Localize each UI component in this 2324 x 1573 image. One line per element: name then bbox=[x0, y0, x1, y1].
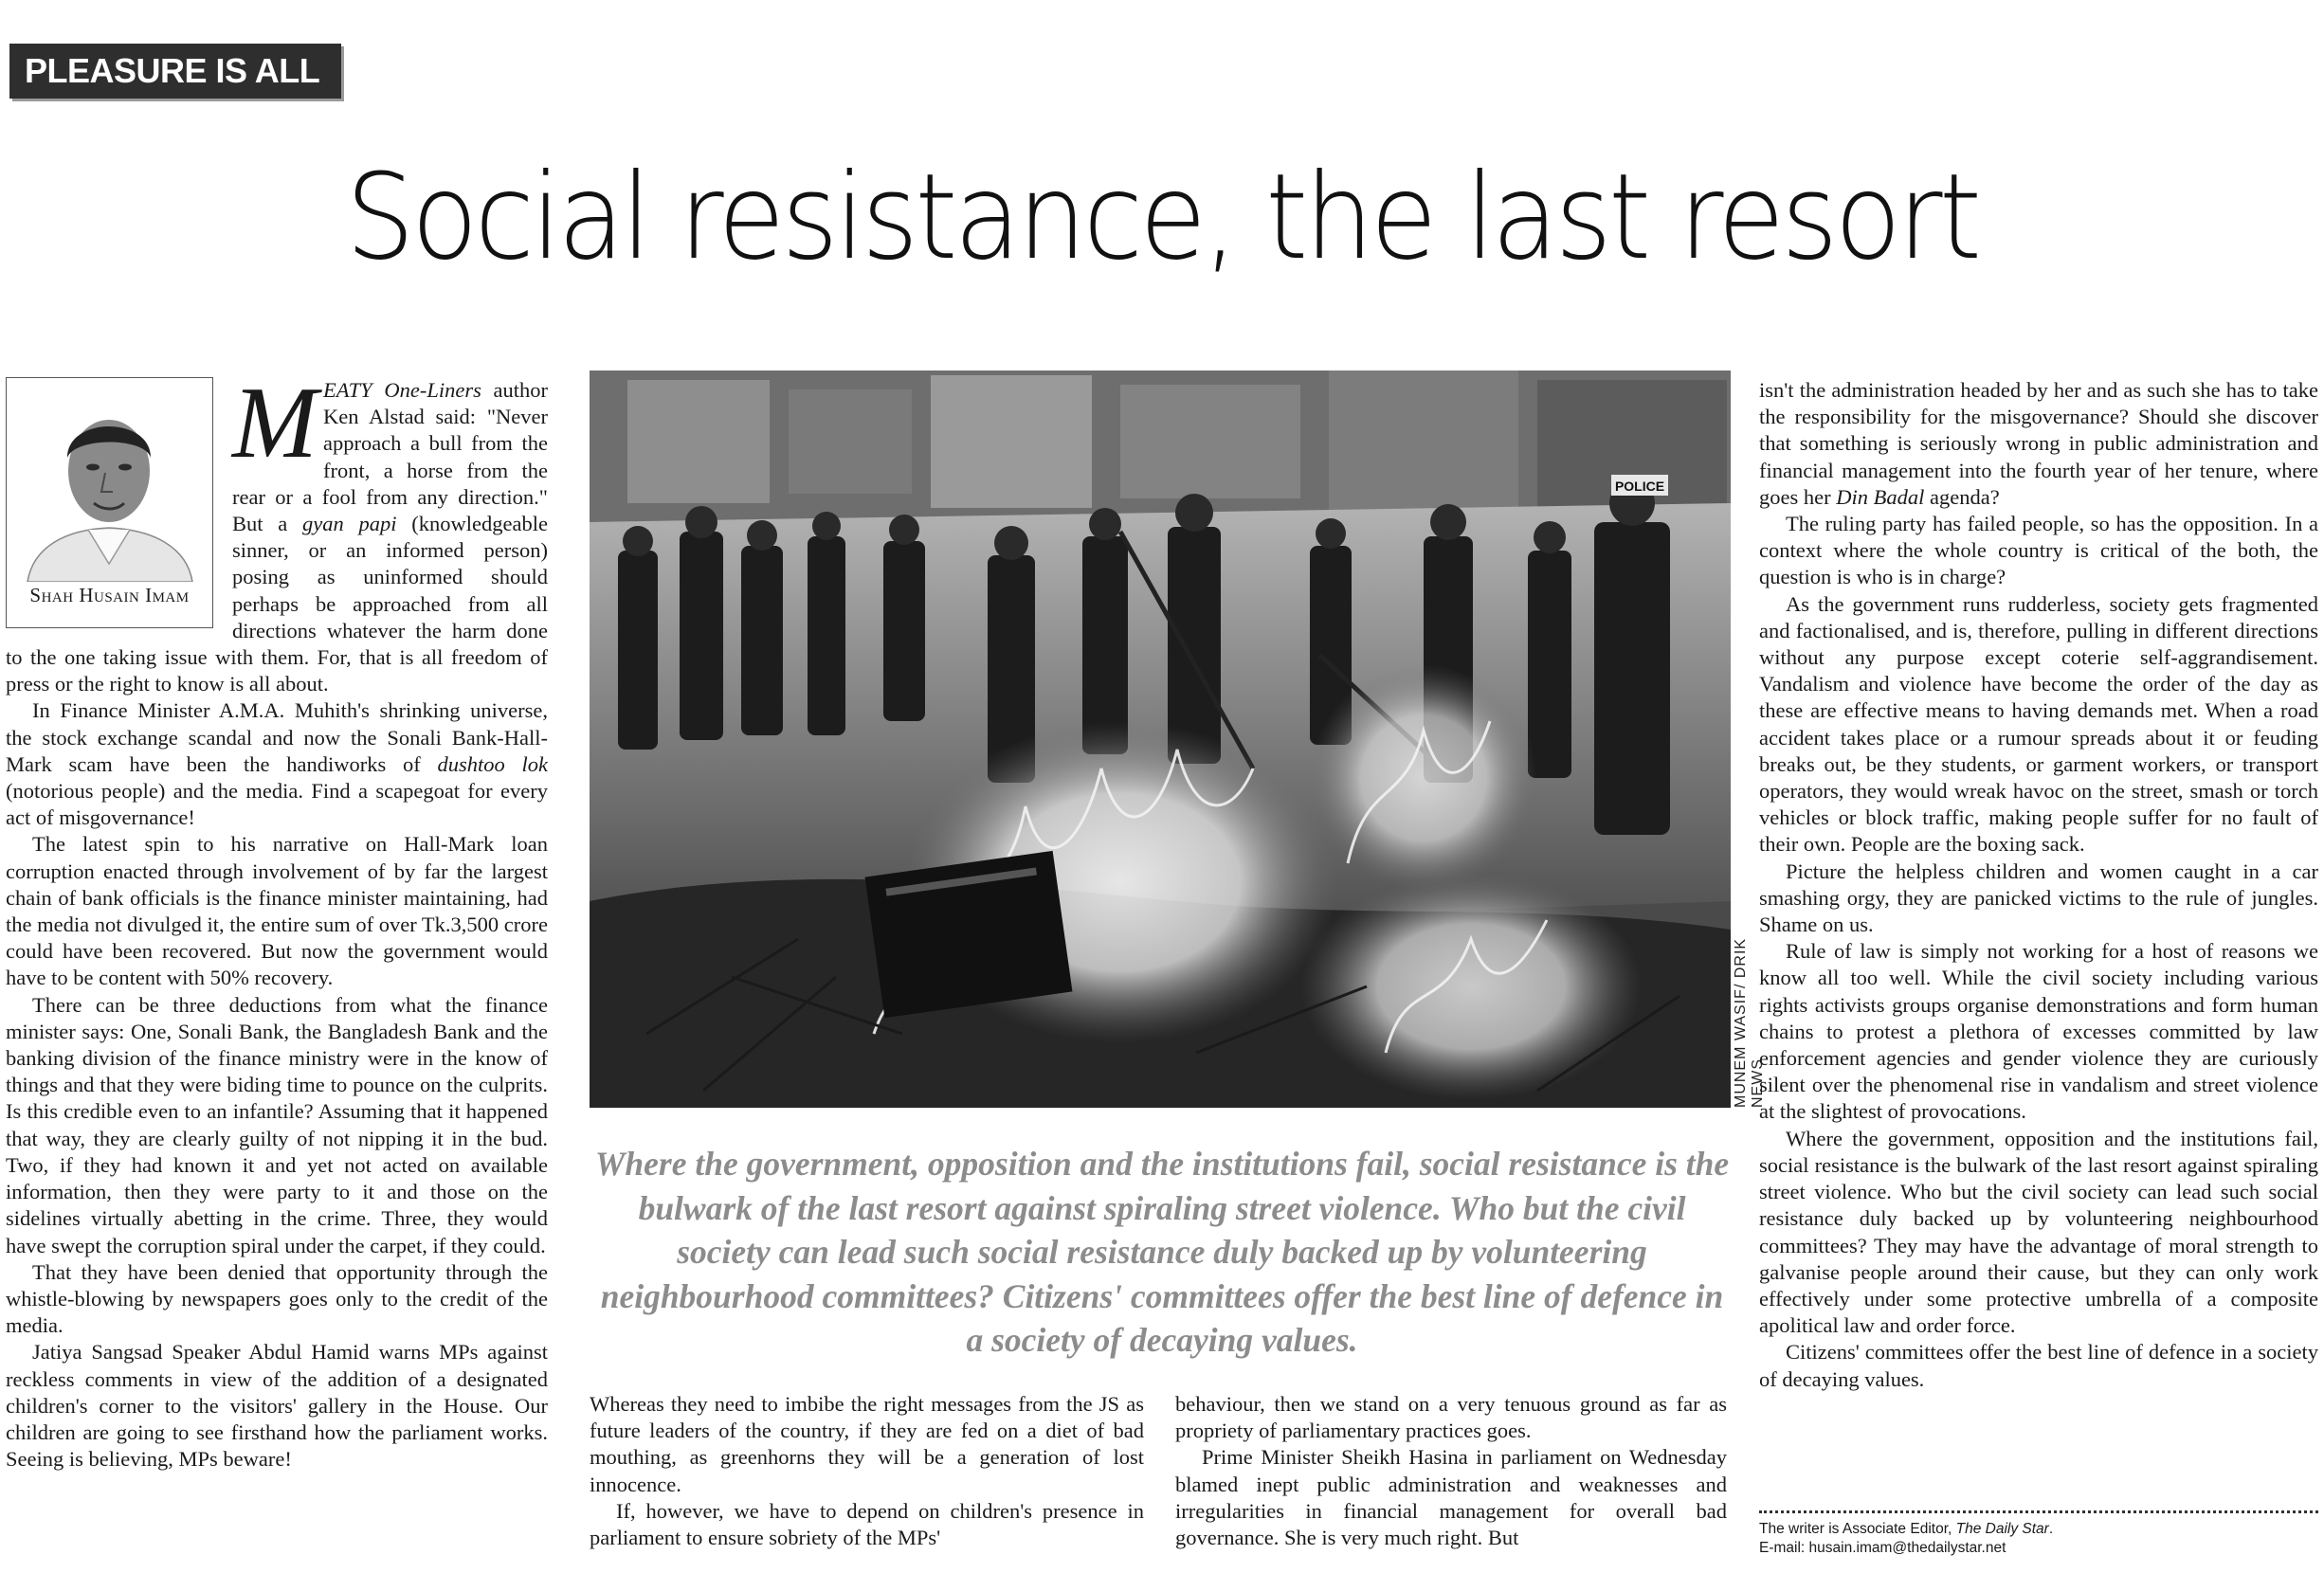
writer-email[interactable]: E-mail: husain.imam@thedailystar.net bbox=[1759, 1540, 2006, 1556]
article-column-2 bbox=[590, 1391, 1144, 1551]
police-vest-text: POLICE bbox=[1614, 479, 1665, 494]
paragraph-4: There can be three deductions from what the finance minister says: One, Sonali Bank, the Bangladesh Bank and the banking division of the finance ministry were in the know of things and that they were biding time to pounce on the culprits. Is this credible even to an infantile? Assuming that it happened that way, they are clearly guilty of not nipping it in the bud. Two, if they had known it and yet not acted on available information, then they were party to it and those on the sidelines virtually abetting in the crime. Three, they would have swept the corruption spiral under the carpet, if they could. bbox=[6, 992, 548, 1257]
paragraph-9: behaviour, then we stand on a very tenuous ground as far as propriety of parliamentary practices goes. bbox=[1175, 1392, 1727, 1443]
photo-credit: MUNEM WASIF/ DRIK NEWS bbox=[1733, 937, 1766, 1108]
paragraph-10: Prime Minister Sheikh Hasina in parliament on Wednesday blamed inept public administration and weaknesses and irregularities in financial management for overall bad governance. She is very much right. But bbox=[1175, 1445, 1727, 1550]
paragraph-16: Where the government, opposition and the institutions fail, social resistance is the bulwark of the last resort against spiraling street violence. Who but the civil society can lead such social resistance duly backed up by volunteering neighbourhood committees? They may have the advantage of moral strength to galvanise people around their cause, but they can only work effectively under some protective umbrella of a composite apolitical law and order force. bbox=[1759, 1126, 2318, 1338]
lead-text-a: author Ken Alstad said: "Never approach a bull from the front, a horse from the rear or a fool from any direction." But a bbox=[232, 378, 548, 536]
paragraph-12: The ruling party has failed people, so has the opposition. In a context where the whole country is critical of the both, the question is who is in charge? bbox=[1759, 512, 2318, 589]
writer-role: The writer is Associate Editor, The Daily Star. bbox=[1759, 1521, 2054, 1537]
writer-signature bbox=[1759, 1520, 2318, 1558]
author-portrait bbox=[7, 378, 212, 582]
lead-text-b: (knowledgeable sinner, or an informed person) posing as uninformed should perhaps be approached from all directions whatever the harm done to the one taking issue with them. For, that is all freedom of press or the right to know is all about. bbox=[6, 512, 548, 696]
paragraph-8: If, however, we have to depend on children's presence in parliament to ensure sobriety of the MPs' bbox=[590, 1498, 1144, 1550]
headline: Social resistance, the last resort bbox=[345, 149, 1979, 286]
street-fire-photo bbox=[590, 371, 1731, 1108]
lead-book-title: EATY One-Liners bbox=[322, 378, 481, 402]
article-column-3 bbox=[1175, 1391, 1727, 1551]
pull-quote: Where the government, opposition and the institutions fail, social resistance is the bulwark of the last resort against spiraling street violence. Who but the civil society can lead such social resistance duly backed up by volunteering neighbourhood committees? Citizens' committees offer the best line of defence in a society of decaying values. bbox=[594, 1145, 1730, 1359]
paragraph-5: That they have been denied that opportunity through the whistle-blowing by newspapers goes only to the credit of the media. bbox=[6, 1259, 548, 1338]
section-kicker: PLEASURE IS ALL MINE bbox=[9, 44, 341, 99]
author-box bbox=[6, 377, 213, 628]
paragraph-17: Citizens' committees offer the best line of defence in a society of decaying values. bbox=[1759, 1340, 2318, 1391]
drop-cap: M bbox=[232, 367, 318, 479]
paragraph-14: Picture the helpless children and women caught in a car smashing orgy, they are panicked victims to the rule of jungles. Shame on us. bbox=[1759, 859, 2318, 937]
paragraph-7: Whereas they need to imbibe the right messages from the JS as future leaders of the country, if they are fed on a diet of bad mouthing, as greenhorns they will be a generation of lost innocence. bbox=[590, 1392, 1144, 1496]
paragraph-2: In Finance Minister A.M.A. Muhith's shrinking universe, the stock exchange scandal and now the Sonali Bank-Hall-Mark scam have been the handiworks of dushtoo lok (notorious people) and the media. Find a scapegoat for every act of misgovernance! bbox=[6, 698, 548, 830]
author-name: Shah Husain Imam bbox=[29, 583, 190, 606]
paragraph-15: Rule of law is simply not working for a host of reasons we know all too well. While the civil society including various rights activists groups organise demonstrations and form human chains to protest a plethora of excesses committed by law enforcement agencies and gender violence they are curiously silent over the phenomenal rise in vandalism and street violence at the slightest of provocations. bbox=[1759, 939, 2318, 1124]
signature-divider bbox=[1759, 1510, 2318, 1513]
article-column-1 bbox=[6, 367, 548, 1473]
news-photo bbox=[590, 371, 1731, 1108]
lead-term: gyan papi bbox=[302, 512, 397, 536]
paragraph-13: As the government runs rudderless, society gets fragmented and factionalised, and is, therefore, pulling in different directions without any purpose except coterie self-aggrandisement. Vandalism and violence have become the order of the day as these are effective means to having demands met. When a road accident takes place or a rumour spreads about it or feuding breaks out, be they students, or garment workers, or transport operators, they would wreak havoc on the street, smash or torch vehicles or block traffic, making people suffer for no fault of their own. People are the boxing sack. bbox=[1759, 591, 2318, 857]
paragraph-3: The latest spin to his narrative on Hall-Mark loan corruption enacted through involvement of by far the largest chain of bank officials is the finance minister maintaining, had the media not divulged it, the entire sum of over Tk.3,500 crore could have been recovered. But now the government would have to be content with 50% recovery. bbox=[6, 832, 548, 990]
paragraph-6: Jatiya Sangsad Speaker Abdul Hamid warns MPs against reckless comments in view of the addition of a designated children's corner to the visitors' gallery in the House. Our children are going to see firsthand how the parliament works. Seeing is believing, MPs beware! bbox=[6, 1340, 548, 1472]
paragraph-11: isn't the administration headed by her and as such she has to take the responsibility for the misgovernance? Should she discover that something is seriously wrong in public administration and financial management into the fourth year of her tenure, where goes her Din Badal agenda? bbox=[1759, 378, 2318, 509]
article-column-4 bbox=[1759, 377, 2318, 1393]
